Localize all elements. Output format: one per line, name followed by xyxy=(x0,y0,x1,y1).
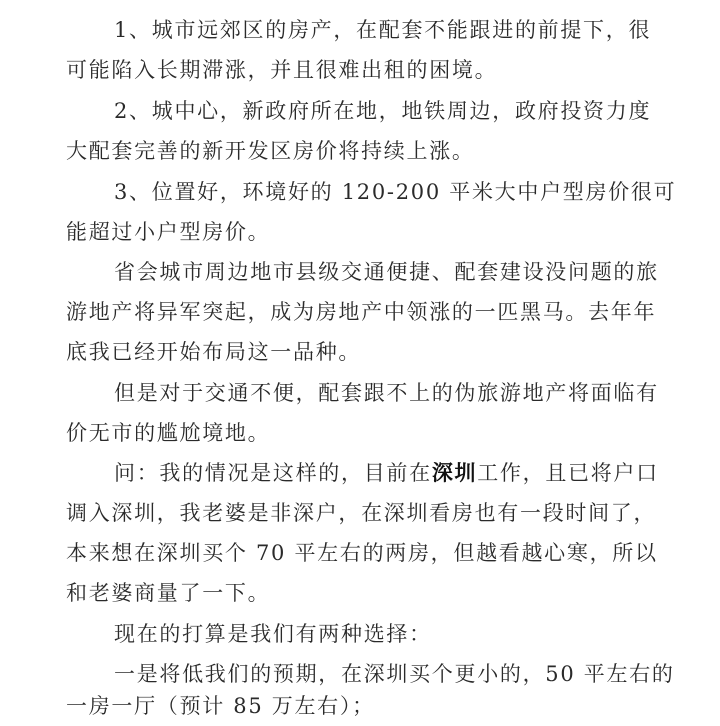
text-line-10: 但是对于交通不便，配套跟不上的伪旅游地产将面临有 xyxy=(114,381,659,405)
text-line-16: 现在的打算是我们有两种选择： xyxy=(114,622,432,646)
text-line-6: 能超过小户型房价。 xyxy=(66,220,271,244)
text-line-5: 3、位置好，环境好的 120-200 平米大中户型房价很可 xyxy=(114,180,677,204)
text-line-8: 游地产将异军突起，成为房地产中领涨的一匹黑马。去年年 xyxy=(66,300,657,324)
text-line-4: 大配套完善的新开发区房价将持续上涨。 xyxy=(66,139,475,163)
text-line-12 xyxy=(114,453,659,493)
text-line-17: 一是将低我们的预期，在深圳买个更小的，50 平左右的 xyxy=(114,662,675,686)
text-line-7: 省会城市周边地市县级交通便捷、配套建设没问题的旅 xyxy=(114,260,659,284)
text-line-3: 2、城中心，新政府所在地，地铁周边，政府投资力度 xyxy=(114,99,652,123)
text-line-18: 一房一厅（预计 85 万左右）； xyxy=(66,694,375,718)
question-prefix: 问：我的情况是这样的，目前在 xyxy=(114,461,432,485)
text-line-1: 1、城市远郊区的房产，在配套不能跟进的前提下，很 xyxy=(114,18,652,42)
text-line-14: 本来想在深圳买个 70 平左右的两房，但越看越心寒，所以 xyxy=(66,541,658,565)
text-line-13: 调入深圳，我老婆是非深户，在深圳看房也有一段时间了， xyxy=(66,501,657,525)
text-line-2: 可能陷入长期滞涨，并且很难出租的困境。 xyxy=(66,58,498,82)
text-line-11: 价无市的尴尬境地。 xyxy=(66,421,271,445)
question-suffix: 工作，且已将户口 xyxy=(477,461,659,485)
text-line-15: 和老婆商量了一下。 xyxy=(66,581,271,605)
text-line-9: 底我已经开始布局这一品种。 xyxy=(66,340,362,364)
city-keyword: 深圳 xyxy=(431,460,478,485)
